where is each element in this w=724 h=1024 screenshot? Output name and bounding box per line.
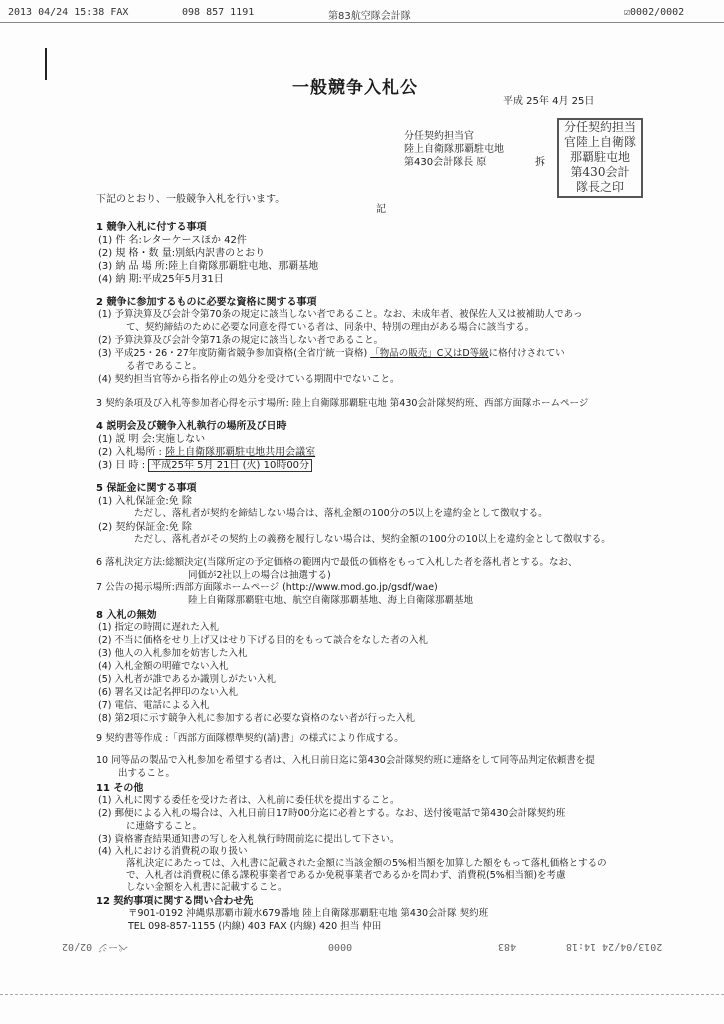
official-seal — [557, 118, 643, 198]
fax-datetime: 2013 04/24 15:38 FAX — [8, 7, 129, 18]
contact-phone: TEL 098-857-1155 (内線) 403 FAX (内線) 420 担当 仲田 — [128, 921, 382, 932]
issue-date: 平成 25年 4月 25日 — [503, 96, 595, 107]
s2-item-3-tail: に格付けされてい — [488, 348, 565, 359]
issuer-name: 第430会計隊長 原 — [404, 157, 487, 168]
s11-item-cont: しない金額を入札書に記載すること。 — [126, 882, 288, 893]
seal-line: 分任契約担当 — [563, 120, 636, 134]
issuer-org: 陸上自衛隊那覇駐屯地 — [404, 144, 504, 155]
section-2-heading: 2 競争に参加するものに必要な資格に関する事項 — [96, 297, 317, 308]
s2-item-3 — [98, 348, 565, 361]
seal-line: 隊長之印 — [575, 180, 624, 194]
section-10: 10 同等品の製品で入札参加を希望する者は、入札日前日迄に第430会計隊契約班に連絡をして同等品判定依頼書を提 — [96, 755, 595, 766]
section-6: 6 落札決定方法:総額決定(当隊所定の予定価格の範囲内で最低の価格をもって入札した者を落札者とする。なお、 — [96, 557, 578, 568]
s5-item: (1) 入札保証金:免 除 — [98, 496, 192, 507]
s8-item: (3) 他人の入札参加を妨害した入札 — [98, 648, 248, 659]
fax-sender: 第83航空隊会計隊 — [328, 11, 411, 22]
ki-marker: 記 — [376, 204, 386, 215]
seal-line: 官陸上自衛隊 — [563, 135, 636, 149]
s4-item — [98, 446, 315, 459]
s11-item: (1) 入札に関する委任を受けた者は、入札前に委任状を提出すること。 — [98, 795, 400, 806]
qualification-grade: 「物品の販売」C又はD等級 — [370, 348, 489, 359]
mirrored-datetime: 2013/04/24 14:18 — [566, 941, 663, 952]
s2-item: (1) 予算決算及び会計令第70条の規定に該当しない者であること。なお、未成年者、被保佐人又は被補助人であっ — [98, 309, 583, 320]
s2-item-cont: る者であること。 — [126, 361, 203, 372]
mirrored-number: 483 — [498, 941, 517, 952]
binding-mark — [45, 48, 47, 80]
s11-item: (3) 資格審査結果通知書の写しを入札執行時間前迄に提出して下さい。 — [98, 834, 400, 845]
section-9: 9 契約書等作成 :「西部方面隊標準契約(請)書」の様式により作成する。 — [96, 733, 404, 744]
s4-item: (1) 説 明 会:実施しない — [98, 434, 206, 445]
section-12-heading: 12 契約事項に関する問い合わせ先 — [96, 896, 254, 907]
seal-line: 那覇駐屯地 — [569, 150, 630, 164]
scan-edge-line — [0, 994, 724, 995]
seal-line: 第430会計 — [570, 165, 630, 179]
section-3: 3 契約条項及び入札等参加者心得を示す場所: 陸上自衛隊那覇駐屯地 第430会計隊契約班、西部方面隊ホームページ — [96, 398, 589, 409]
s4-label: (2) 入札場所 : — [98, 447, 162, 458]
s1-item: (1) 件 名:レターケースほか 42件 — [98, 235, 247, 246]
intro-text: 下記のとおり、一般競争入札を行います。 — [96, 194, 286, 205]
section-7-cont: 陸上自衛隊那覇駐屯地、航空自衛隊那覇基地、海上自衛隊那覇基地 — [188, 595, 474, 606]
s11-item-cont: 落札決定にあたっては、入札書に記載された金額に当該金額の5%相当額を加算した額をもって落札価格とするの — [126, 858, 607, 869]
s1-item: (3) 納 品 場 所:陸上自衛隊那覇駐屯地、那覇基地 — [98, 261, 319, 272]
s2-item: (4) 契約担当官等から指名停止の処分を受けている期間中でないこと。 — [98, 374, 400, 385]
section-7: 7 公告の掲示場所:西部方面隊ホームページ (http://www.mod.go.jp/gsdf/wae) — [96, 582, 438, 593]
bid-datetime: 平成25年 5月 21日 (火) 10時00分 — [148, 459, 312, 472]
s8-item: (2) 不当に価格をせり上げ又はせり下げる目的をもって談合をなした者の入札 — [98, 635, 428, 646]
s2-item-cont: て、契約締結のために必要な同意を得ている者は、同条中、特別の理由がある場合に該当する。 — [126, 322, 535, 333]
s8-item: (5) 入札者が誰であるか識別しがたい入札 — [98, 674, 276, 685]
fax-header-divider — [0, 22, 724, 23]
s1-item: (4) 納 期:平成25年5月31日 — [98, 274, 224, 285]
section-5-heading: 5 保証金に関する事項 — [96, 483, 197, 494]
s11-item: (4) 入札における消費税の取り扱い — [98, 846, 248, 857]
section-4-heading: 4 説明会及び競争入札執行の場所及び日時 — [96, 421, 287, 432]
s4-label: (3) 日 時 : — [98, 460, 146, 471]
section-8-heading: 8 入札の無効 — [96, 610, 157, 621]
s2-item: (2) 予算決算及び会計令第71条の規定に該当しない者であること。 — [98, 335, 384, 346]
section-1-heading: 1 競争入札に付する事項 — [96, 222, 207, 233]
s8-item: (6) 署名又は記名押印のない入札 — [98, 687, 238, 698]
issuer-role: 分任契約担当官 — [404, 131, 474, 142]
issuer-mark: 拆 — [535, 157, 545, 168]
bid-venue: 陸上自衛隊那覇駐屯地共用会議室 — [165, 447, 316, 458]
s8-item: (1) 指定の時間に遅れた入札 — [98, 622, 219, 633]
mirrored-code: 0000 — [328, 941, 353, 952]
mirrored-page-label: ページ 02/02 — [62, 941, 128, 952]
contact-address: 〒901-0192 沖縄県那覇市鏡水679番地 陸上自衛隊那覇駐屯地 第430会計隊 契約班 — [128, 908, 489, 919]
s5-item-note: ただし、落札者が契約を締結しない場合は、落札金額の100分の5以上を違約金として徴収する。 — [134, 508, 548, 519]
section-6-cont: 同価が2社以上の場合は抽選する) — [188, 570, 331, 581]
section-10-cont: 出すること。 — [118, 768, 176, 779]
s8-item: (8) 第2項に示す競争入札に参加する者に必要な資格のない者が行った入札 — [98, 713, 416, 724]
s11-item: (2) 郵便による入札の場合は、入札日前日17時00分迄に必着とする。なお、送付後電話で第430会計隊契約班 — [98, 808, 566, 819]
page-title: 一般競争入札公 — [292, 78, 418, 98]
s8-item: (4) 入札金額の明確でない入札 — [98, 661, 229, 672]
s5-item-note: ただし、落札者がその契約上の義務を履行しない場合は、契約金額の100分の10以上を違約金として徴収する。 — [134, 534, 611, 545]
s11-item-cont: に連絡すること。 — [126, 821, 203, 832]
s4-item — [98, 459, 312, 472]
section-11-heading: 11 その他 — [96, 783, 144, 794]
fax-page-counter: ☑0002/0002 — [624, 7, 685, 18]
fax-number: 098 857 1191 — [182, 7, 255, 18]
s2-item-3-text: (3) 平成25・26・27年度防衛省競争参加資格(全省庁統一資格) — [98, 348, 368, 359]
s8-item: (7) 電信、電話による入札 — [98, 700, 210, 711]
s11-item-cont: で、入札者は消費税に係る課税事業者であるか免税事業者であるかを問わず、消費税(5%相当額)を考慮 — [126, 870, 566, 881]
s1-item: (2) 規 格・数 量:別紙内訳書のとおり — [98, 248, 266, 259]
s5-item: (2) 契約保証金:免 除 — [98, 522, 192, 533]
